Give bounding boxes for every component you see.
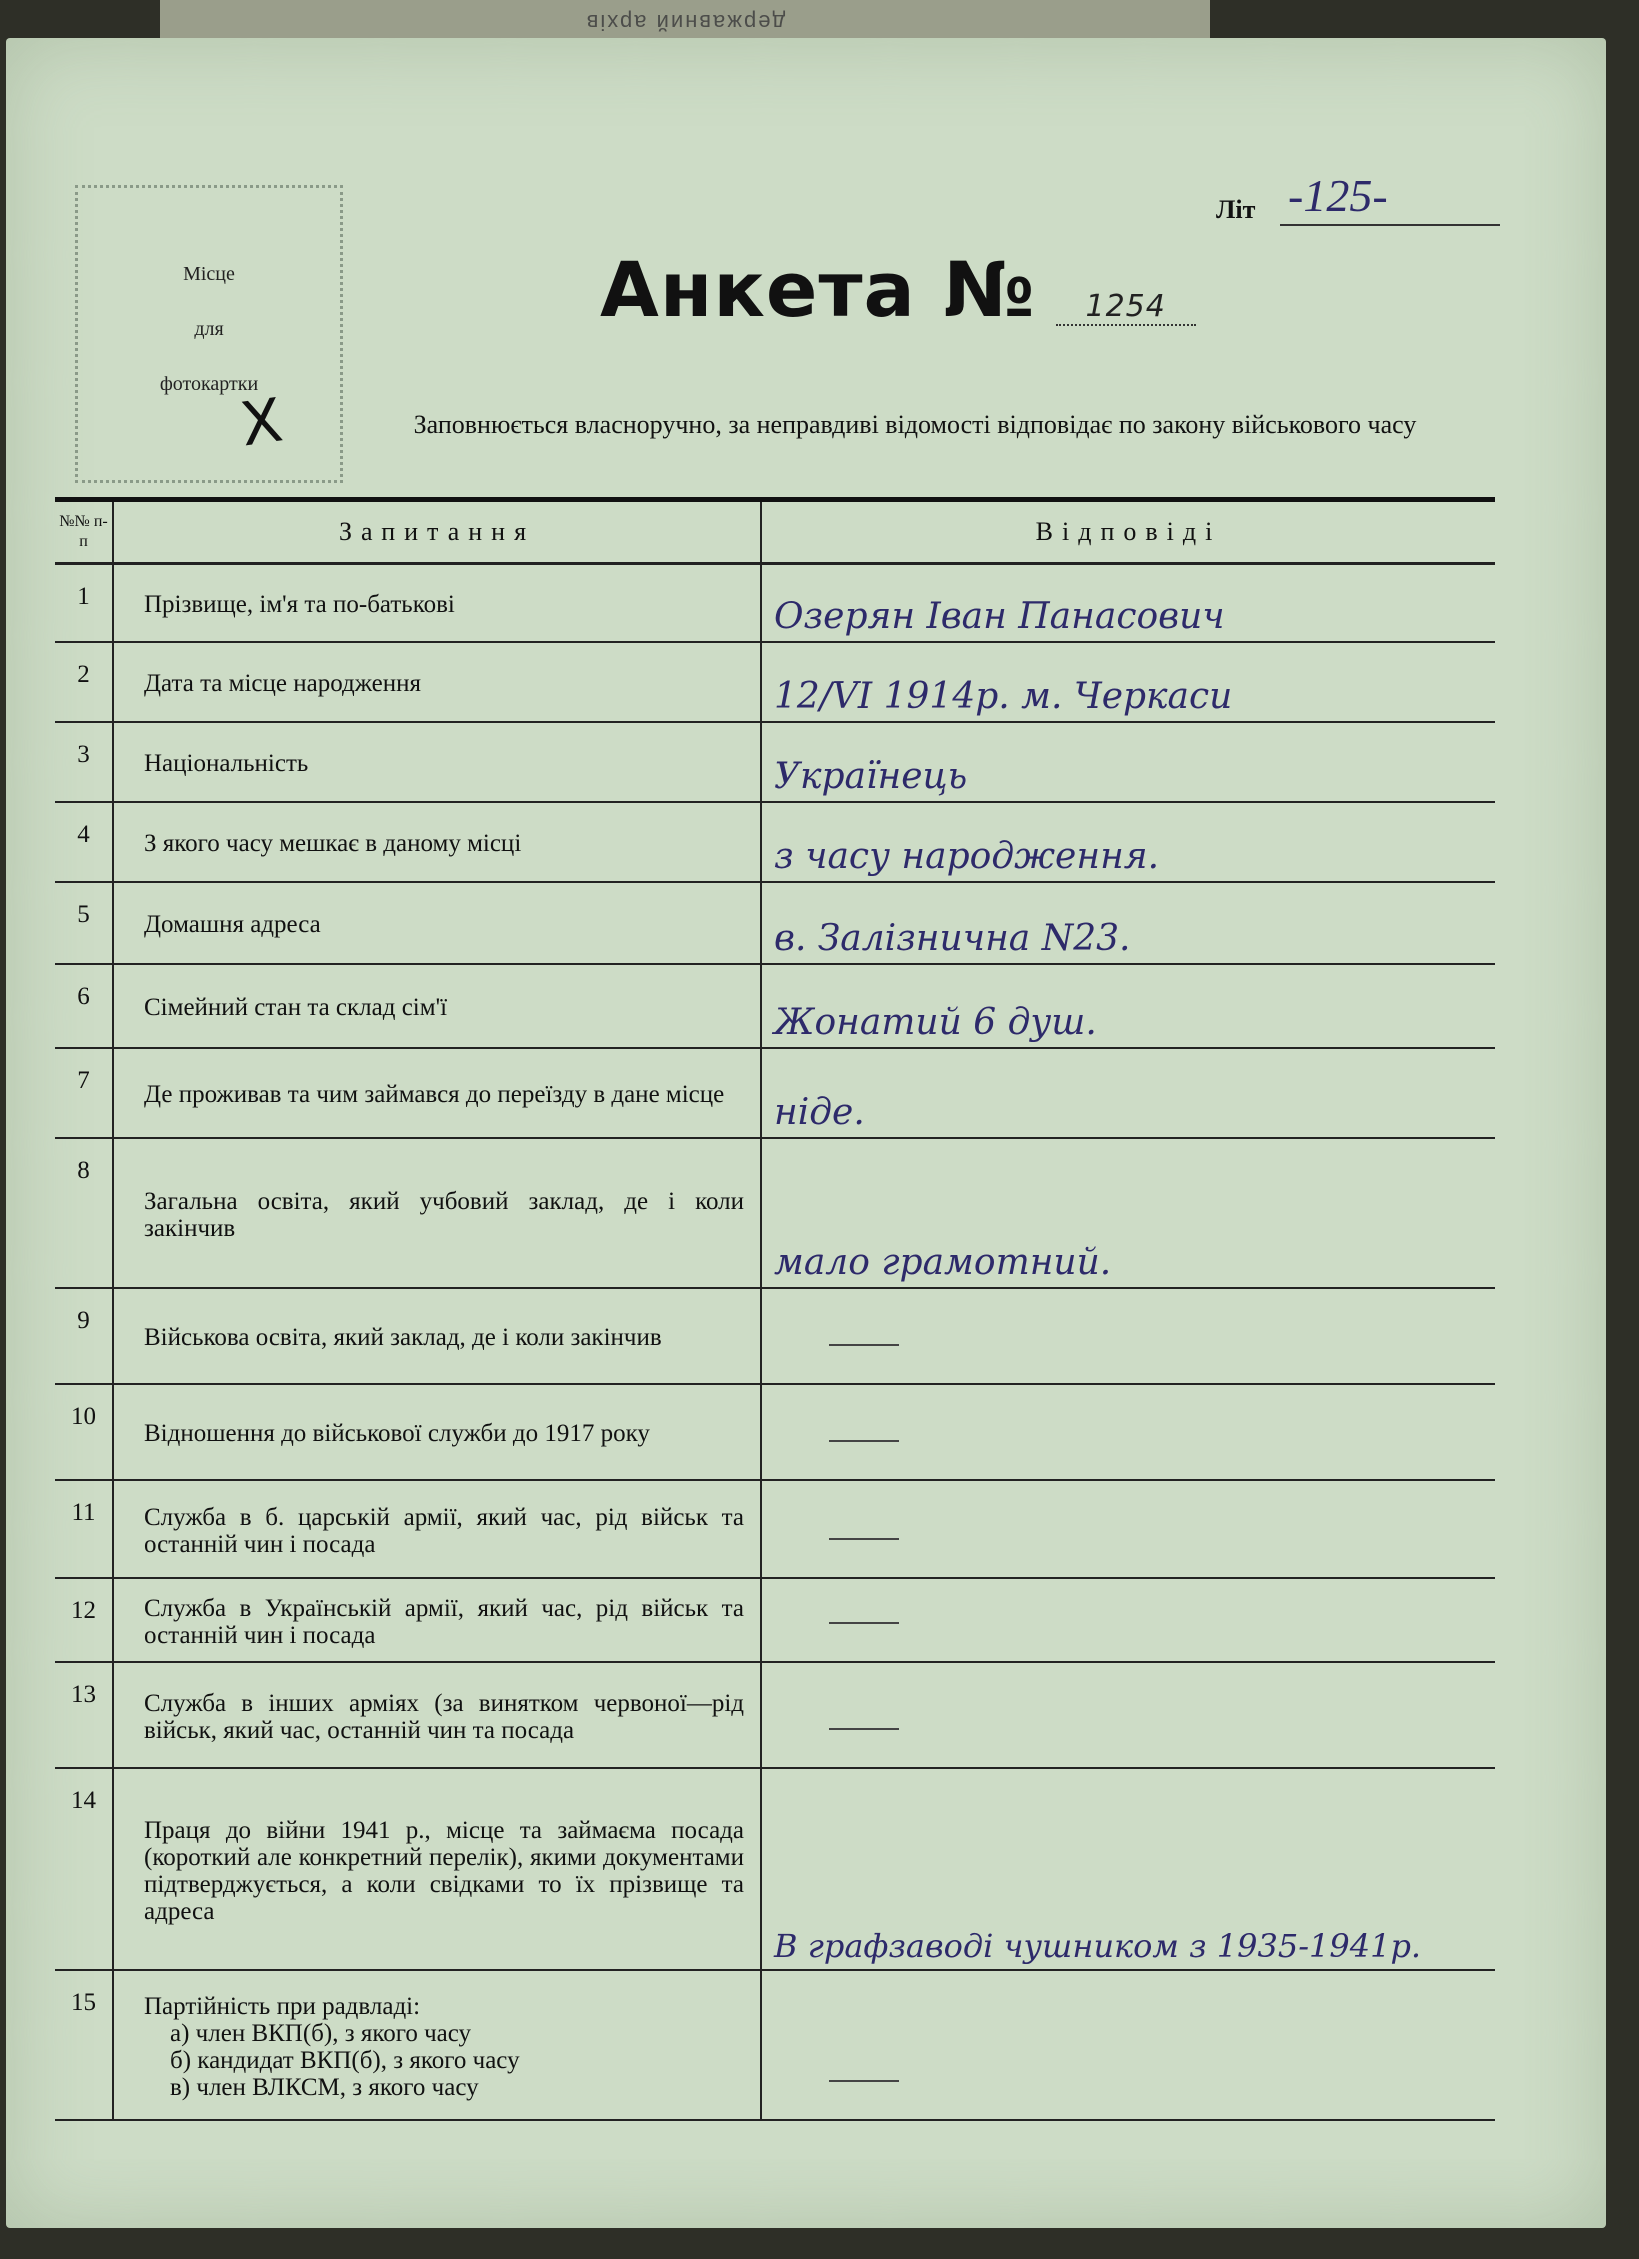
row-question [113,1970,761,2120]
row-question: Служба в інших арміях (за винятком червоної—рід військ, який час, останній чин та посада [113,1662,761,1768]
row-number: 9 [55,1288,113,1384]
party-heading: Партійність при радвладі: [144,1992,421,2020]
col-number-header: №№ п-п [55,500,113,564]
row-answer: в. Залізнична N23. [761,882,1495,964]
row-question: Прізвище, ім'я та по-батькові [113,564,761,642]
table-row [55,882,1495,964]
row-number: 8 [55,1138,113,1288]
dash-line [829,1440,899,1442]
form-title-text: Анкета № [600,245,1036,334]
party-option-candidate: б) кандидат ВКП(б), з якого часу [170,2046,520,2074]
row-question: Праця до війни 1941 р., місце та займаєма посада (короткий але конкретний перелік), якими документами підтверджується, а коли свідками то їх прізвище та адреса [113,1768,761,1970]
photo-label-line1: Місце [183,263,235,285]
row-answer: Озерян Іван Панасович [761,564,1495,642]
row-question: Служба в Українській армії, який час, рід військ та останній чин і посада [113,1578,761,1662]
party-option-vkp: а) член ВКП(б), з якого часу [170,2019,472,2047]
row-answer-empty [761,1662,1495,1768]
form-title [600,245,1196,334]
dash-line [829,1728,899,1730]
photo-label-line2: для [194,318,224,340]
row-number: 4 [55,802,113,882]
underlying-document-strip: державний архів [160,0,1210,44]
lit-value: -125- [1280,168,1500,226]
questionnaire-table [55,497,1495,2121]
row-question: Загальна освіта, який учбовий заклад, де і коли закінчив [113,1138,761,1288]
row-number: 10 [55,1384,113,1480]
table-row [55,1048,1495,1138]
row-number: 3 [55,722,113,802]
row-answer-empty [761,1384,1495,1480]
row-question: Дата та місце народження [113,642,761,722]
table-row [55,1578,1495,1662]
table-row [55,1768,1495,1970]
row-answer: з часу народження. [761,802,1495,882]
row-answer: Жонатий 6 душ. [761,964,1495,1048]
dash-line [829,2080,899,2082]
row-answer: мало грамотний. [761,1138,1495,1288]
row-question: Домашня адреса [113,882,761,964]
table-row [55,564,1495,642]
party-option-vlksm: в) член ВЛКСМ, з якого часу [170,2073,479,2101]
row-question: Відношення до військової служби до 1917 року [113,1384,761,1480]
row-number: 11 [55,1480,113,1578]
table-row [55,1970,1495,2120]
dash-line [829,1344,899,1346]
col-question-header: Запитання [113,500,761,564]
lit-label: Літ [1216,195,1256,224]
row-answer: 12/VI 1914р. м. Черкаси [761,642,1495,722]
row-number: 13 [55,1662,113,1768]
row-question: З якого часу мешкає в даному місці [113,802,761,882]
dash-line [829,1622,899,1624]
instruction-text: Заповнюється власноручно, за неправдиві відомості відповідає по закону військового часу [413,410,1417,439]
row-number: 5 [55,882,113,964]
table-row [55,1384,1495,1480]
table-row [55,964,1495,1048]
table-row [55,802,1495,882]
row-number: 2 [55,642,113,722]
table-row [55,1138,1495,1288]
row-answer-empty [761,1480,1495,1578]
photo-placeholder [75,185,343,483]
dash-line [829,1538,899,1540]
row-number: 14 [55,1768,113,1970]
row-question: Військова освіта, який заклад, де і коли закінчив [113,1288,761,1384]
table-row [55,1288,1495,1384]
table-row [55,1480,1495,1578]
row-answer: Українець [761,722,1495,802]
photo-x-mark: X [236,385,287,461]
table-row [55,722,1495,802]
table-row [55,1662,1495,1768]
row-number: 6 [55,964,113,1048]
row-answer-empty [761,1578,1495,1662]
row-number: 7 [55,1048,113,1138]
photo-label-line3: фотокартки [159,373,259,395]
form-number: 1254 [1056,289,1196,326]
row-question: Служба в б. царській армії, який час, рід військ та останній чин і посада [113,1480,761,1578]
col-answer-header: Відповіді [761,500,1495,564]
row-number: 15 [55,1970,113,2120]
row-answer-empty [761,1970,1495,2120]
row-question: Де проживав та чим займався до переїзду в дане місце [113,1048,761,1138]
row-answer: В графзаводі чушником з 1935-1941р. [761,1768,1495,1970]
row-question: Сімейний стан та склад сім'ї [113,964,761,1048]
row-answer-empty [761,1288,1495,1384]
row-question: Національність [113,722,761,802]
row-number: 12 [55,1578,113,1662]
table-row [55,642,1495,722]
row-answer: ніде. [761,1048,1495,1138]
row-number: 1 [55,564,113,642]
